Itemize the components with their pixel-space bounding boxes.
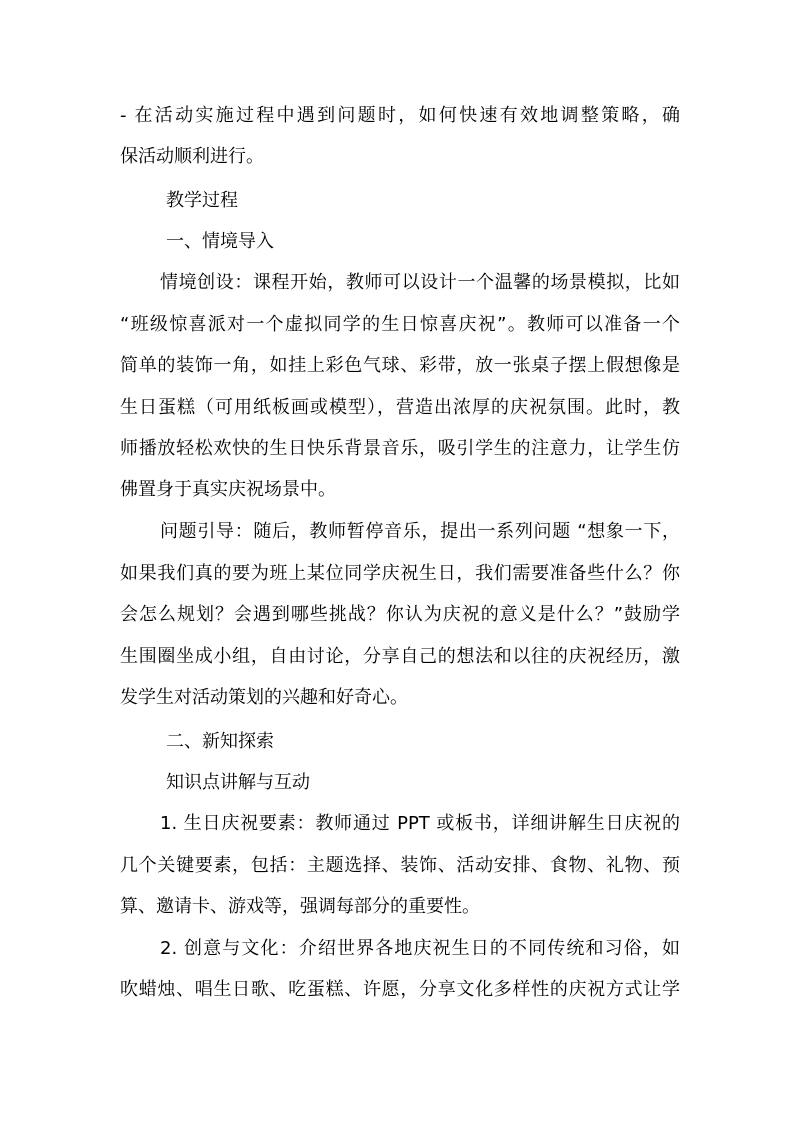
paragraph-line: 算、邀请卡、游戏等，强调每部分的重要性。 — [120, 896, 480, 917]
paragraph-line: 几个关键要素，包括：主题选择、装饰、活动安排、食物、礼物、预 — [120, 855, 680, 876]
paragraph-line: 会怎么规划？会遇到哪些挑战？你认为庆祝的意义是什么？”鼓励学 — [120, 604, 680, 625]
paragraph-line: 1. 生日庆祝要素：教师通过 PPT 或板书，详细讲解生日庆祝的 — [160, 813, 680, 834]
paragraph-line: 如果我们真的要为班上某位同学庆祝生日，我们需要准备些什么？你 — [120, 563, 680, 584]
paragraph-line: 生围圈坐成小组，自由讨论，分享自己的想法和以往的庆祝经历，激 — [120, 646, 680, 667]
paragraph-line: 保活动顺利进行。 — [120, 146, 264, 167]
paragraph-line: 简单的装饰一角，如挂上彩色气球、彩带，放一张桌子摆上假想像是 — [120, 355, 680, 376]
paragraph-line: 发学生对活动策划的兴趣和好奇心。 — [120, 687, 408, 708]
section-heading: 一、情境导入 — [166, 231, 274, 252]
paragraph-line: - 在活动实施过程中遇到问题时，如何快速有效地调整策略，确 — [120, 105, 680, 126]
paragraph-line: “班级惊喜派对一个虚拟同学的生日惊喜庆祝”。教师可以准备一个 — [120, 314, 680, 335]
section-heading: 教学过程 — [166, 190, 238, 211]
paragraph-line: 问题引导：随后，教师暂停音乐，提出一系列问题 “想象一下， — [160, 521, 680, 542]
section-heading: 知识点讲解与互动 — [166, 772, 310, 793]
paragraph-line: 吹蜡烛、唱生日歌、吃蛋糕、许愿，分享文化多样性的庆祝方式让学 — [120, 979, 680, 1000]
paragraph-line: 生日蛋糕（可用纸板画或模型），营造出浓厚的庆祝氛围。此时，教 — [120, 397, 680, 418]
paragraph-line: 情境创设：课程开始，教师可以设计一个温馨的场景模拟，比如 — [160, 272, 680, 293]
paragraph-line: 佛置身于真实庆祝场景中。 — [120, 479, 336, 500]
paragraph-line: 师播放轻松欢快的生日快乐背景音乐，吸引学生的注意力，让学生仿 — [120, 438, 680, 459]
paragraph-line: 2. 创意与文化：介绍世界各地庆祝生日的不同传统和习俗，如 — [160, 938, 680, 959]
section-heading: 二、新知探索 — [166, 731, 274, 752]
